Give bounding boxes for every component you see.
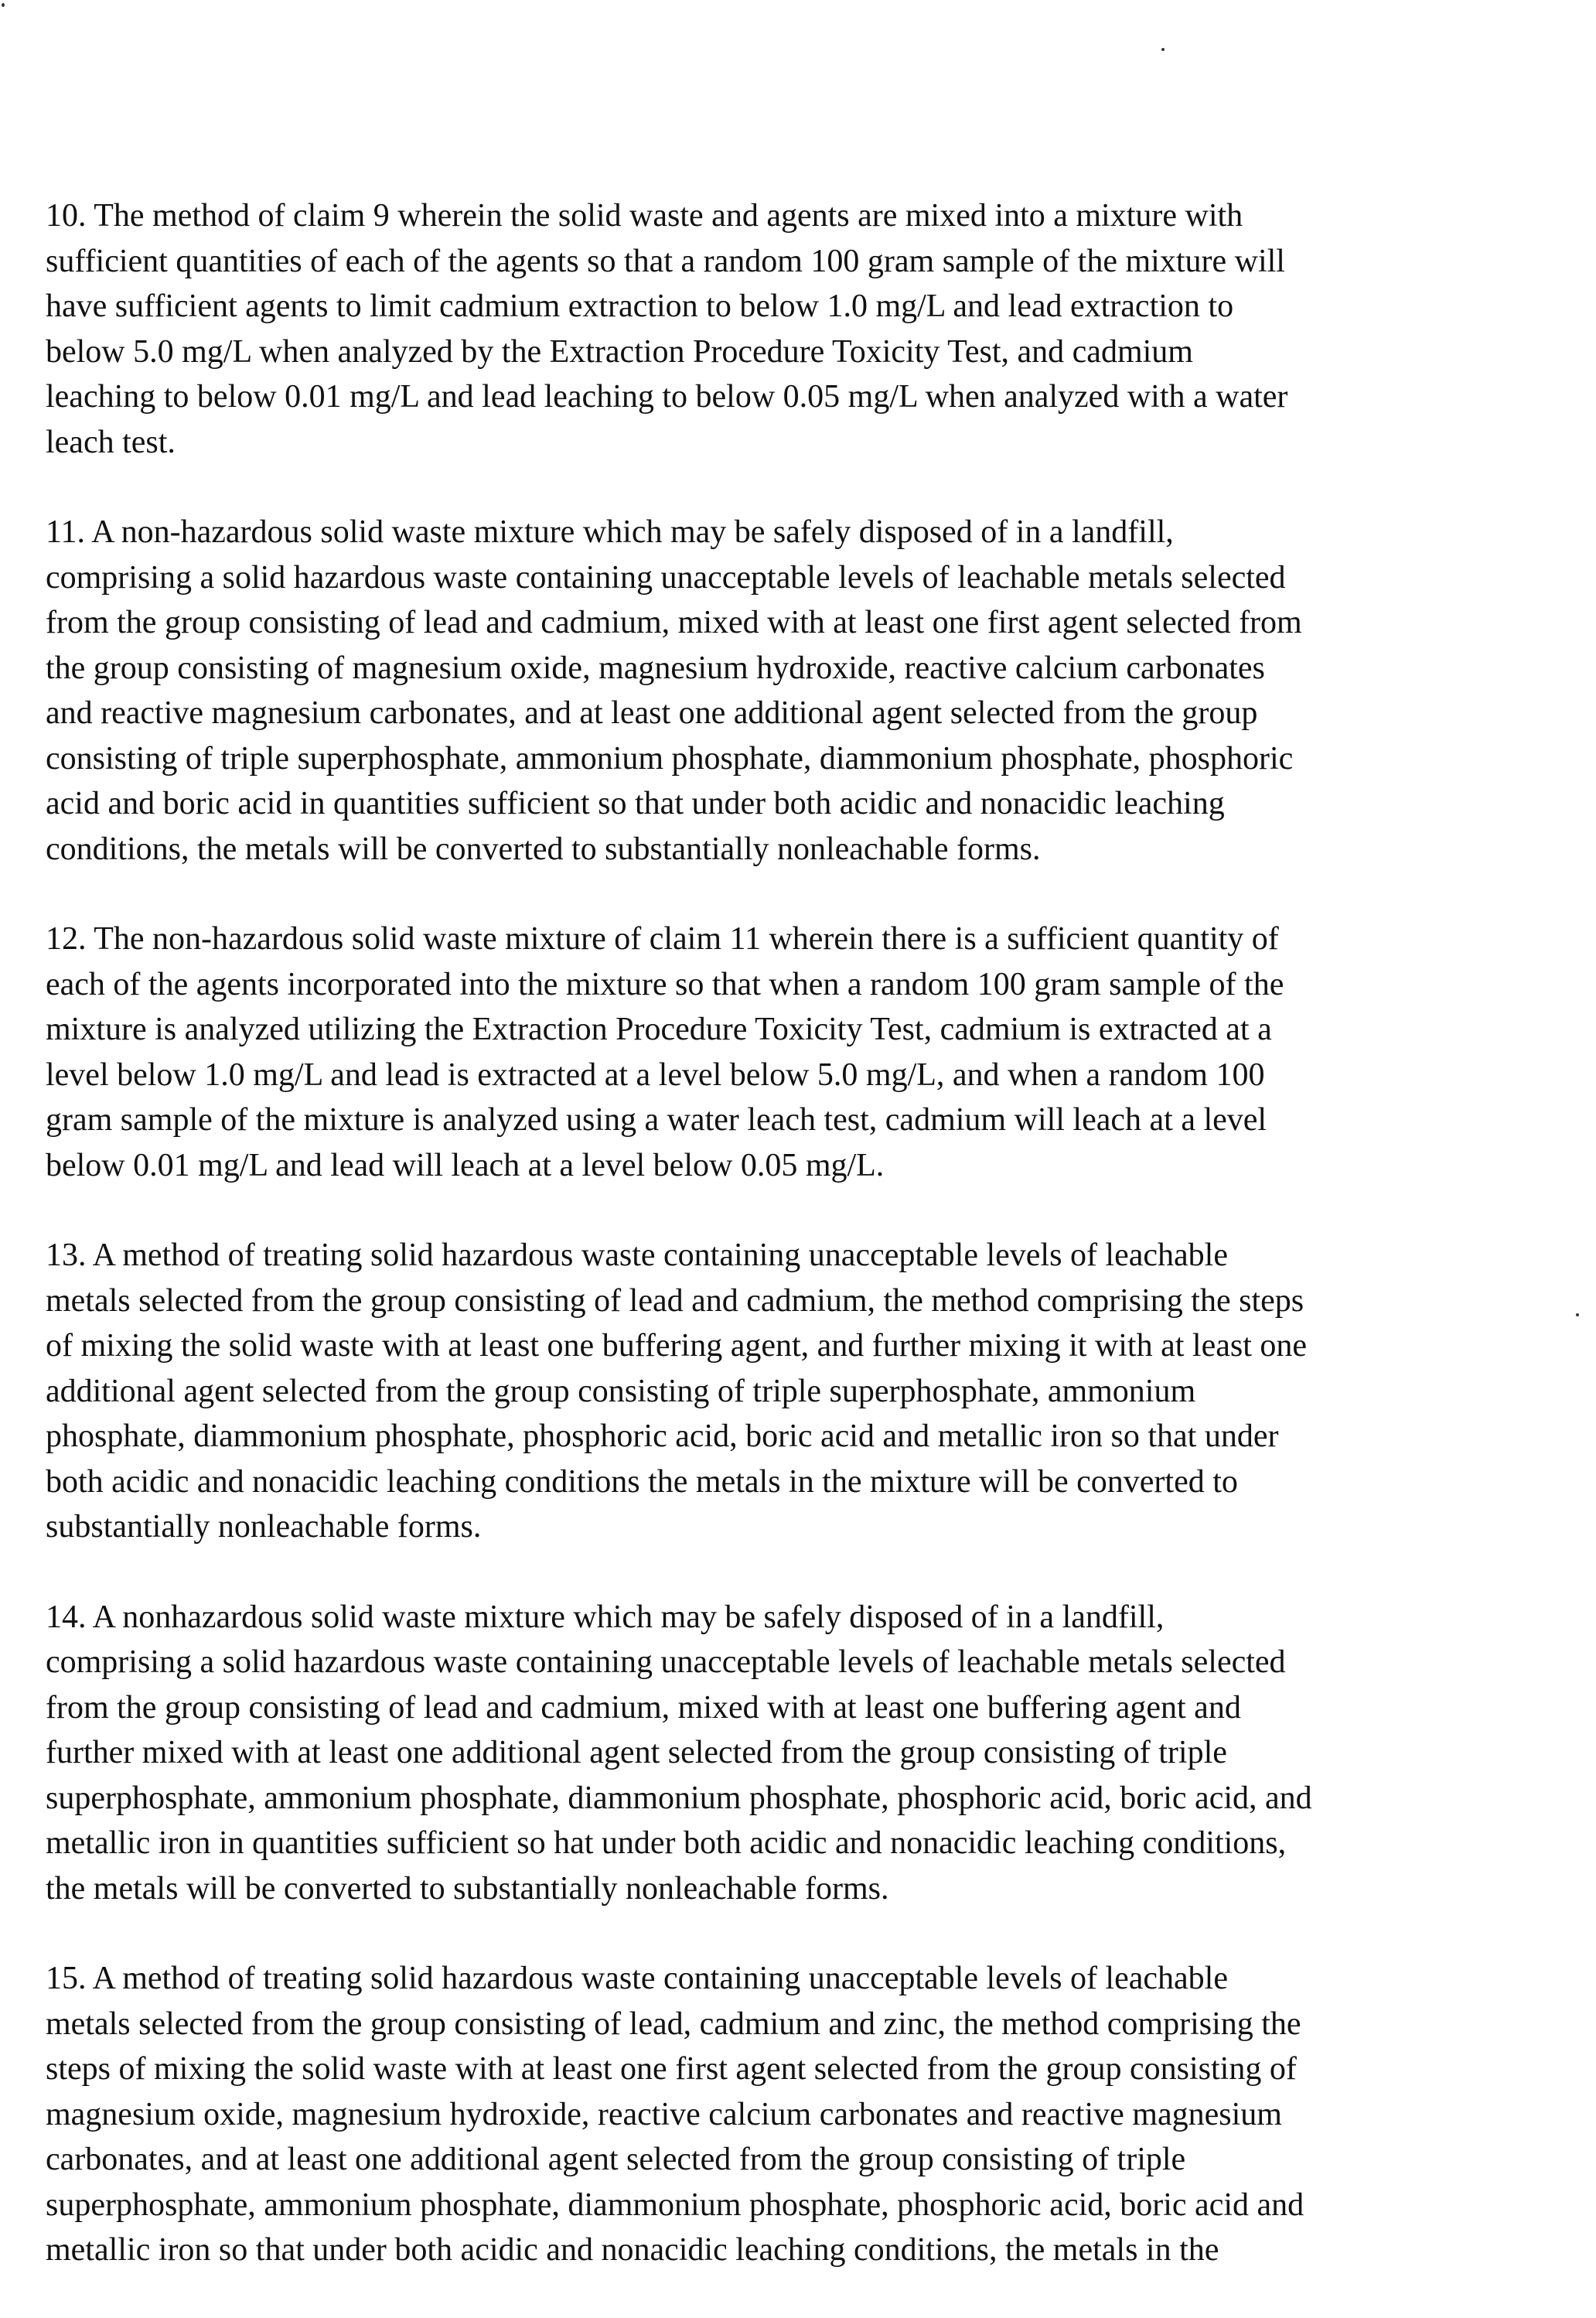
claims-list xyxy=(46,193,1561,2318)
claim-13: 13. A method of treating solid hazardous waste containing unacceptable levels of leachable metals selected from the group consisting of lead and cadmium, the method comprising the steps of mixing the solid waste with at least one buffering agent, and further mixing it with at least one additional agent selected from the group consisting of triple superphosphate, ammonium phosphate, diammonium phosphate, phosphoric acid, boric acid and metallic iron so that under both acidic and nonacidic leaching conditions the metals in the mixture will be converted to substantially nonleachable forms. xyxy=(46,1238,1308,1545)
claim-11: 11. A non-hazardous solid waste mixture which may be safely disposed of in a landfill, comprising a solid hazardous waste containing unacceptable levels of leachable metals selected from the group consisting of lead and cadmium, mixed with at least one first agent selected from the group consisting of magnesium oxide, magnesium hydroxide, reactive calcium carbonates and reactive magnesium carbonates, and at least one additional agent selected from the group consisting of triple superphosphate, ammonium phosphate, diammonium phosphate, phosphoric acid and boric acid in quantities sufficient so that under both acidic and nonacidic leaching conditions, the metals will be converted to substantially nonleachable forms. xyxy=(46,514,1302,867)
scan-speck xyxy=(1576,1313,1579,1316)
claim-15: 15. A method of treating solid hazardous waste containing unacceptable levels of leachable metals selected from the group consisting of lead, cadmium and zinc, the method comprising the steps of mixing the solid waste with at least one first agent selected from the group consisting of magnesium oxide, magnesium hydroxide, reactive calcium carbonates and reactive magnesium carbonates, and at least one additional agent selected from the group consisting of triple superphosphate, ammonium phosphate, diammonium phosphate, phosphoric acid, boric acid and metallic iron so that under both acidic and nonacidic leaching conditions, the metals in the xyxy=(46,1961,1304,2268)
claim-14: 14. A nonhazardous solid waste mixture which may be safely disposed of in a landfill, comprising a solid hazardous waste containing unacceptable levels of leachable metals selected from the group consisting of lead and cadmium, mixed with at least one buffering agent and further mixed with at least one additional agent selected from the group consisting of triple superphosphate, ammonium phosphate, diammonium phosphate, phosphoric acid, boric acid, and metallic iron in quantities sufficient so hat under both acidic and nonacidic leaching conditions, the metals will be converted to substantially nonleachable forms. xyxy=(46,1599,1312,1907)
scan-speck xyxy=(2,3,5,7)
claim-12: 12. The non-hazardous solid waste mixture of claim 11 wherein there is a sufficient quantity of each of the agents incorporated into the mixture so that when a random 100 gram sample of the mixture is analyzed utilizing the Extraction Procedure Toxicity Test, cadmium is extracted at a level below 1.0 mg/L and lead is extracted at a level below 5.0 mg/L, and when a random 100 gram sample of the mixture is analyzed using a water leach test, cadmium will leach at a level below 0.01 mg/L and lead will leach at a level below 0.05 mg/L. xyxy=(46,921,1284,1183)
scan-speck xyxy=(1161,48,1165,51)
claim-10: 10. The method of claim 9 wherein the solid waste and agents are mixed into a mixture with sufficient quantities of each of the agents so that a random 100 gram sample of the mixture will have sufficient agents to limit cadmium extraction to below 1.0 mg/L and lead extraction to below 5.0 mg/L when analyzed by the Extraction Procedure Toxicity Test, and cadmium leaching to below 0.01 mg/L and lead leaching to below 0.05 mg/L when analyzed with a water leach test. xyxy=(46,198,1288,460)
